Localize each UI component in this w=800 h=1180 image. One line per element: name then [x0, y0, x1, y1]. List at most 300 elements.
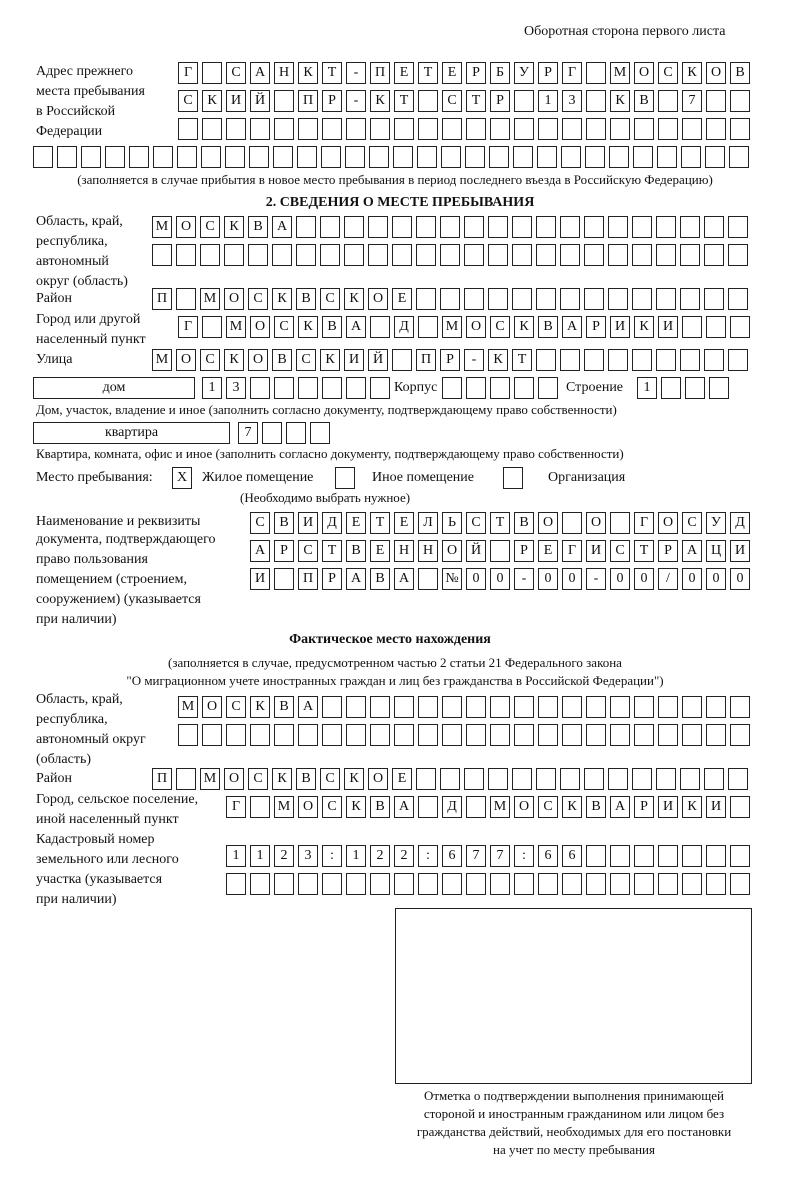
- char-cell[interactable]: [584, 288, 604, 310]
- char-cell[interactable]: [274, 873, 294, 895]
- char-cell[interactable]: [466, 873, 486, 895]
- char-cell[interactable]: [417, 146, 437, 168]
- char-cell[interactable]: [608, 768, 628, 790]
- char-cell[interactable]: [33, 146, 53, 168]
- char-cell[interactable]: [296, 244, 316, 266]
- char-cell[interactable]: [248, 244, 268, 266]
- char-cell[interactable]: [298, 724, 318, 746]
- char-cell[interactable]: [680, 244, 700, 266]
- char-cell[interactable]: [610, 845, 630, 867]
- char-cell[interactable]: [322, 696, 342, 718]
- char-cell[interactable]: К: [370, 90, 390, 112]
- char-cell[interactable]: С: [320, 768, 340, 790]
- char-cell[interactable]: 1: [538, 90, 558, 112]
- char-cell[interactable]: [682, 118, 702, 140]
- char-cell[interactable]: [310, 422, 330, 444]
- char-cell[interactable]: [704, 244, 724, 266]
- char-cell[interactable]: Ц: [706, 540, 726, 562]
- char-cell[interactable]: [250, 873, 270, 895]
- char-cell[interactable]: [297, 146, 317, 168]
- char-cell[interactable]: [537, 146, 557, 168]
- char-cell[interactable]: [584, 216, 604, 238]
- char-cell[interactable]: [298, 377, 318, 399]
- char-cell[interactable]: И: [586, 540, 606, 562]
- char-cell[interactable]: С: [226, 62, 246, 84]
- char-cell[interactable]: [536, 768, 556, 790]
- char-cell[interactable]: [442, 696, 462, 718]
- char-cell[interactable]: [586, 696, 606, 718]
- char-cell[interactable]: [658, 696, 678, 718]
- char-cell[interactable]: [370, 118, 390, 140]
- char-cell[interactable]: С: [610, 540, 630, 562]
- char-cell[interactable]: О: [538, 512, 558, 534]
- char-cell[interactable]: [656, 349, 676, 371]
- char-cell[interactable]: Г: [178, 62, 198, 84]
- char-cell[interactable]: [226, 873, 246, 895]
- char-cell[interactable]: [442, 724, 462, 746]
- char-cell[interactable]: А: [250, 540, 270, 562]
- char-cell[interactable]: С: [200, 216, 220, 238]
- char-cell[interactable]: О: [368, 768, 388, 790]
- char-cell[interactable]: [709, 377, 729, 399]
- char-cell[interactable]: П: [370, 62, 390, 84]
- char-cell[interactable]: [514, 873, 534, 895]
- char-cell[interactable]: [394, 873, 414, 895]
- char-cell[interactable]: [465, 146, 485, 168]
- char-cell[interactable]: [706, 873, 726, 895]
- char-cell[interactable]: [440, 244, 460, 266]
- char-cell[interactable]: [393, 146, 413, 168]
- char-cell[interactable]: [344, 216, 364, 238]
- char-cell[interactable]: [560, 244, 580, 266]
- char-cell[interactable]: [538, 696, 558, 718]
- char-cell[interactable]: Р: [322, 90, 342, 112]
- char-cell[interactable]: [704, 288, 724, 310]
- char-cell[interactable]: [514, 724, 534, 746]
- char-cell[interactable]: [274, 118, 294, 140]
- char-cell[interactable]: 0: [610, 568, 630, 590]
- char-cell[interactable]: [682, 724, 702, 746]
- char-cell[interactable]: [729, 146, 749, 168]
- char-cell[interactable]: [608, 349, 628, 371]
- char-cell[interactable]: Б: [490, 62, 510, 84]
- char-cell[interactable]: [682, 316, 702, 338]
- char-cell[interactable]: [369, 146, 389, 168]
- char-cell[interactable]: [634, 118, 654, 140]
- char-cell[interactable]: В: [586, 796, 606, 818]
- char-cell[interactable]: [685, 377, 705, 399]
- char-cell[interactable]: [661, 377, 681, 399]
- char-cell[interactable]: М: [178, 696, 198, 718]
- char-cell[interactable]: [730, 845, 750, 867]
- char-cell[interactable]: [586, 724, 606, 746]
- char-cell[interactable]: Р: [514, 540, 534, 562]
- char-cell[interactable]: С: [248, 768, 268, 790]
- char-cell[interactable]: 6: [442, 845, 462, 867]
- char-cell[interactable]: 6: [538, 845, 558, 867]
- char-cell[interactable]: Н: [394, 540, 414, 562]
- char-cell[interactable]: 0: [682, 568, 702, 590]
- char-cell[interactable]: [368, 216, 388, 238]
- char-cell[interactable]: [201, 146, 221, 168]
- char-cell[interactable]: [250, 796, 270, 818]
- char-cell[interactable]: [584, 768, 604, 790]
- char-cell[interactable]: Д: [730, 512, 750, 534]
- char-cell[interactable]: Н: [418, 540, 438, 562]
- char-cell[interactable]: [490, 540, 510, 562]
- char-cell[interactable]: В: [248, 216, 268, 238]
- char-cell[interactable]: [610, 696, 630, 718]
- char-cell[interactable]: [418, 724, 438, 746]
- char-cell[interactable]: Р: [322, 568, 342, 590]
- char-cell[interactable]: [730, 118, 750, 140]
- char-cell[interactable]: [560, 768, 580, 790]
- char-cell[interactable]: [178, 118, 198, 140]
- char-cell[interactable]: Е: [538, 540, 558, 562]
- char-cell[interactable]: О: [224, 288, 244, 310]
- char-cell[interactable]: [706, 724, 726, 746]
- char-cell[interactable]: Т: [370, 512, 390, 534]
- char-cell[interactable]: [560, 216, 580, 238]
- char-cell[interactable]: [514, 696, 534, 718]
- char-cell[interactable]: [466, 118, 486, 140]
- char-cell[interactable]: [490, 377, 510, 399]
- char-cell[interactable]: :: [322, 845, 342, 867]
- char-cell[interactable]: [704, 768, 724, 790]
- char-cell[interactable]: [176, 288, 196, 310]
- char-cell[interactable]: Й: [466, 540, 486, 562]
- char-cell[interactable]: Р: [538, 62, 558, 84]
- char-cell[interactable]: [274, 377, 294, 399]
- char-cell[interactable]: [658, 90, 678, 112]
- char-cell[interactable]: [274, 90, 294, 112]
- char-cell[interactable]: [730, 724, 750, 746]
- char-cell[interactable]: [538, 377, 558, 399]
- char-cell[interactable]: [586, 90, 606, 112]
- char-cell[interactable]: В: [370, 796, 390, 818]
- char-cell[interactable]: В: [730, 62, 750, 84]
- char-cell[interactable]: К: [682, 796, 702, 818]
- char-cell[interactable]: [262, 422, 282, 444]
- checkbox-other-premises[interactable]: [335, 467, 355, 489]
- char-cell[interactable]: Т: [418, 62, 438, 84]
- char-cell[interactable]: 2: [274, 845, 294, 867]
- char-cell[interactable]: [394, 118, 414, 140]
- char-cell[interactable]: С: [226, 696, 246, 718]
- char-cell[interactable]: [680, 288, 700, 310]
- char-cell[interactable]: [538, 118, 558, 140]
- char-cell[interactable]: [586, 845, 606, 867]
- char-cell[interactable]: П: [416, 349, 436, 371]
- char-cell[interactable]: [560, 288, 580, 310]
- char-cell[interactable]: М: [152, 216, 172, 238]
- char-cell[interactable]: [488, 216, 508, 238]
- char-cell[interactable]: [202, 118, 222, 140]
- char-cell[interactable]: [586, 118, 606, 140]
- char-cell[interactable]: 7: [466, 845, 486, 867]
- char-cell[interactable]: Й: [250, 90, 270, 112]
- char-cell[interactable]: Г: [226, 796, 246, 818]
- char-cell[interactable]: Е: [392, 288, 412, 310]
- char-cell[interactable]: [728, 244, 748, 266]
- char-cell[interactable]: [57, 146, 77, 168]
- char-cell[interactable]: В: [538, 316, 558, 338]
- char-cell[interactable]: [440, 288, 460, 310]
- char-cell[interactable]: [656, 216, 676, 238]
- char-cell[interactable]: [681, 146, 701, 168]
- char-cell[interactable]: [466, 377, 486, 399]
- char-cell[interactable]: И: [706, 796, 726, 818]
- char-cell[interactable]: М: [490, 796, 510, 818]
- char-cell[interactable]: И: [226, 90, 246, 112]
- char-cell[interactable]: О: [298, 796, 318, 818]
- char-cell[interactable]: К: [298, 316, 318, 338]
- char-cell[interactable]: [273, 146, 293, 168]
- char-cell[interactable]: В: [370, 568, 390, 590]
- char-cell[interactable]: [705, 146, 725, 168]
- char-cell[interactable]: [632, 244, 652, 266]
- char-cell[interactable]: [706, 845, 726, 867]
- char-cell[interactable]: Р: [274, 540, 294, 562]
- char-cell[interactable]: [418, 316, 438, 338]
- char-cell[interactable]: [682, 845, 702, 867]
- char-cell[interactable]: №: [442, 568, 462, 590]
- char-cell[interactable]: [368, 244, 388, 266]
- char-cell[interactable]: [178, 724, 198, 746]
- char-cell[interactable]: [250, 724, 270, 746]
- char-cell[interactable]: [322, 118, 342, 140]
- char-cell[interactable]: [272, 244, 292, 266]
- char-cell[interactable]: Р: [490, 90, 510, 112]
- char-cell[interactable]: 6: [562, 845, 582, 867]
- char-cell[interactable]: О: [176, 216, 196, 238]
- char-cell[interactable]: В: [272, 349, 292, 371]
- char-cell[interactable]: М: [152, 349, 172, 371]
- char-cell[interactable]: [730, 90, 750, 112]
- char-cell[interactable]: С: [490, 316, 510, 338]
- char-cell[interactable]: [706, 118, 726, 140]
- char-cell[interactable]: [680, 768, 700, 790]
- char-cell[interactable]: Р: [440, 349, 460, 371]
- char-cell[interactable]: [730, 873, 750, 895]
- char-cell[interactable]: М: [200, 768, 220, 790]
- char-cell[interactable]: М: [610, 62, 630, 84]
- char-cell[interactable]: 7: [490, 845, 510, 867]
- char-cell[interactable]: [634, 724, 654, 746]
- char-cell[interactable]: [442, 377, 462, 399]
- char-cell[interactable]: Е: [392, 768, 412, 790]
- char-cell[interactable]: [418, 873, 438, 895]
- char-cell[interactable]: 3: [226, 377, 246, 399]
- char-cell[interactable]: [370, 873, 390, 895]
- char-cell[interactable]: А: [250, 62, 270, 84]
- char-cell[interactable]: Й: [368, 349, 388, 371]
- char-cell[interactable]: [490, 873, 510, 895]
- char-cell[interactable]: [658, 724, 678, 746]
- char-cell[interactable]: [346, 118, 366, 140]
- char-cell[interactable]: [296, 216, 316, 238]
- char-cell[interactable]: К: [202, 90, 222, 112]
- char-cell[interactable]: [322, 724, 342, 746]
- char-cell[interactable]: А: [562, 316, 582, 338]
- char-cell[interactable]: [440, 216, 460, 238]
- char-cell[interactable]: [466, 796, 486, 818]
- char-cell[interactable]: Е: [394, 62, 414, 84]
- char-cell[interactable]: С: [200, 349, 220, 371]
- house-type-field[interactable]: дом: [33, 377, 195, 399]
- char-cell[interactable]: [442, 873, 462, 895]
- char-cell[interactable]: [586, 62, 606, 84]
- char-cell[interactable]: [536, 244, 556, 266]
- char-cell[interactable]: [490, 724, 510, 746]
- char-cell[interactable]: [658, 118, 678, 140]
- char-cell[interactable]: О: [658, 512, 678, 534]
- char-cell[interactable]: С: [322, 796, 342, 818]
- char-cell[interactable]: [441, 146, 461, 168]
- checkbox-organization[interactable]: [503, 467, 523, 489]
- char-cell[interactable]: 1: [637, 377, 657, 399]
- char-cell[interactable]: [584, 349, 604, 371]
- char-cell[interactable]: [464, 244, 484, 266]
- char-cell[interactable]: [658, 873, 678, 895]
- char-cell[interactable]: [561, 146, 581, 168]
- char-cell[interactable]: К: [344, 288, 364, 310]
- char-cell[interactable]: [346, 873, 366, 895]
- char-cell[interactable]: И: [730, 540, 750, 562]
- char-cell[interactable]: У: [706, 512, 726, 534]
- char-cell[interactable]: [466, 724, 486, 746]
- char-cell[interactable]: [346, 724, 366, 746]
- char-cell[interactable]: [250, 377, 270, 399]
- char-cell[interactable]: [728, 768, 748, 790]
- char-cell[interactable]: Л: [418, 512, 438, 534]
- char-cell[interactable]: [610, 873, 630, 895]
- char-cell[interactable]: В: [322, 316, 342, 338]
- char-cell[interactable]: К: [298, 62, 318, 84]
- char-cell[interactable]: [610, 118, 630, 140]
- char-cell[interactable]: [418, 796, 438, 818]
- char-cell[interactable]: -: [586, 568, 606, 590]
- char-cell[interactable]: [129, 146, 149, 168]
- char-cell[interactable]: К: [562, 796, 582, 818]
- char-cell[interactable]: /: [658, 568, 678, 590]
- char-cell[interactable]: -: [346, 62, 366, 84]
- char-cell[interactable]: 0: [490, 568, 510, 590]
- char-cell[interactable]: [514, 118, 534, 140]
- char-cell[interactable]: С: [466, 512, 486, 534]
- char-cell[interactable]: [226, 724, 246, 746]
- char-cell[interactable]: [105, 146, 125, 168]
- char-cell[interactable]: О: [224, 768, 244, 790]
- char-cell[interactable]: [682, 696, 702, 718]
- char-cell[interactable]: К: [514, 316, 534, 338]
- char-cell[interactable]: [680, 349, 700, 371]
- char-cell[interactable]: [490, 696, 510, 718]
- char-cell[interactable]: С: [296, 349, 316, 371]
- char-cell[interactable]: [634, 873, 654, 895]
- char-cell[interactable]: [202, 724, 222, 746]
- char-cell[interactable]: [442, 118, 462, 140]
- char-cell[interactable]: К: [682, 62, 702, 84]
- char-cell[interactable]: М: [442, 316, 462, 338]
- char-cell[interactable]: [682, 873, 702, 895]
- char-cell[interactable]: О: [202, 696, 222, 718]
- char-cell[interactable]: Г: [562, 540, 582, 562]
- char-cell[interactable]: [632, 768, 652, 790]
- char-cell[interactable]: -: [464, 349, 484, 371]
- char-cell[interactable]: [730, 316, 750, 338]
- char-cell[interactable]: П: [152, 288, 172, 310]
- char-cell[interactable]: И: [344, 349, 364, 371]
- char-cell[interactable]: [464, 216, 484, 238]
- char-cell[interactable]: И: [610, 316, 630, 338]
- char-cell[interactable]: [730, 696, 750, 718]
- char-cell[interactable]: [562, 512, 582, 534]
- char-cell[interactable]: [370, 377, 390, 399]
- char-cell[interactable]: :: [514, 845, 534, 867]
- char-cell[interactable]: О: [586, 512, 606, 534]
- char-cell[interactable]: [176, 768, 196, 790]
- char-cell[interactable]: [392, 244, 412, 266]
- char-cell[interactable]: [345, 146, 365, 168]
- char-cell[interactable]: С: [658, 62, 678, 84]
- char-cell[interactable]: [202, 316, 222, 338]
- char-cell[interactable]: С: [320, 288, 340, 310]
- char-cell[interactable]: А: [394, 568, 414, 590]
- char-cell[interactable]: В: [346, 540, 366, 562]
- char-cell[interactable]: М: [274, 796, 294, 818]
- char-cell[interactable]: О: [514, 796, 534, 818]
- char-cell[interactable]: К: [320, 349, 340, 371]
- char-cell[interactable]: [728, 216, 748, 238]
- char-cell[interactable]: [488, 288, 508, 310]
- char-cell[interactable]: А: [610, 796, 630, 818]
- char-cell[interactable]: [370, 316, 390, 338]
- char-cell[interactable]: [514, 90, 534, 112]
- char-cell[interactable]: [706, 696, 726, 718]
- char-cell[interactable]: -: [346, 90, 366, 112]
- char-cell[interactable]: П: [298, 90, 318, 112]
- char-cell[interactable]: О: [442, 540, 462, 562]
- char-cell[interactable]: 0: [706, 568, 726, 590]
- char-cell[interactable]: [176, 244, 196, 266]
- char-cell[interactable]: [416, 288, 436, 310]
- char-cell[interactable]: Д: [394, 316, 414, 338]
- char-cell[interactable]: К: [224, 216, 244, 238]
- char-cell[interactable]: [730, 796, 750, 818]
- char-cell[interactable]: Д: [442, 796, 462, 818]
- char-cell[interactable]: К: [610, 90, 630, 112]
- char-cell[interactable]: [440, 768, 460, 790]
- char-cell[interactable]: [202, 62, 222, 84]
- char-cell[interactable]: [608, 288, 628, 310]
- char-cell[interactable]: [608, 216, 628, 238]
- char-cell[interactable]: [346, 696, 366, 718]
- char-cell[interactable]: К: [634, 316, 654, 338]
- char-cell[interactable]: [632, 216, 652, 238]
- char-cell[interactable]: [585, 146, 605, 168]
- char-cell[interactable]: Г: [634, 512, 654, 534]
- char-cell[interactable]: [562, 118, 582, 140]
- char-cell[interactable]: 1: [202, 377, 222, 399]
- char-cell[interactable]: [584, 244, 604, 266]
- char-cell[interactable]: В: [296, 288, 316, 310]
- char-cell[interactable]: К: [224, 349, 244, 371]
- char-cell[interactable]: [562, 696, 582, 718]
- char-cell[interactable]: [560, 349, 580, 371]
- char-cell[interactable]: К: [488, 349, 508, 371]
- char-cell[interactable]: С: [248, 288, 268, 310]
